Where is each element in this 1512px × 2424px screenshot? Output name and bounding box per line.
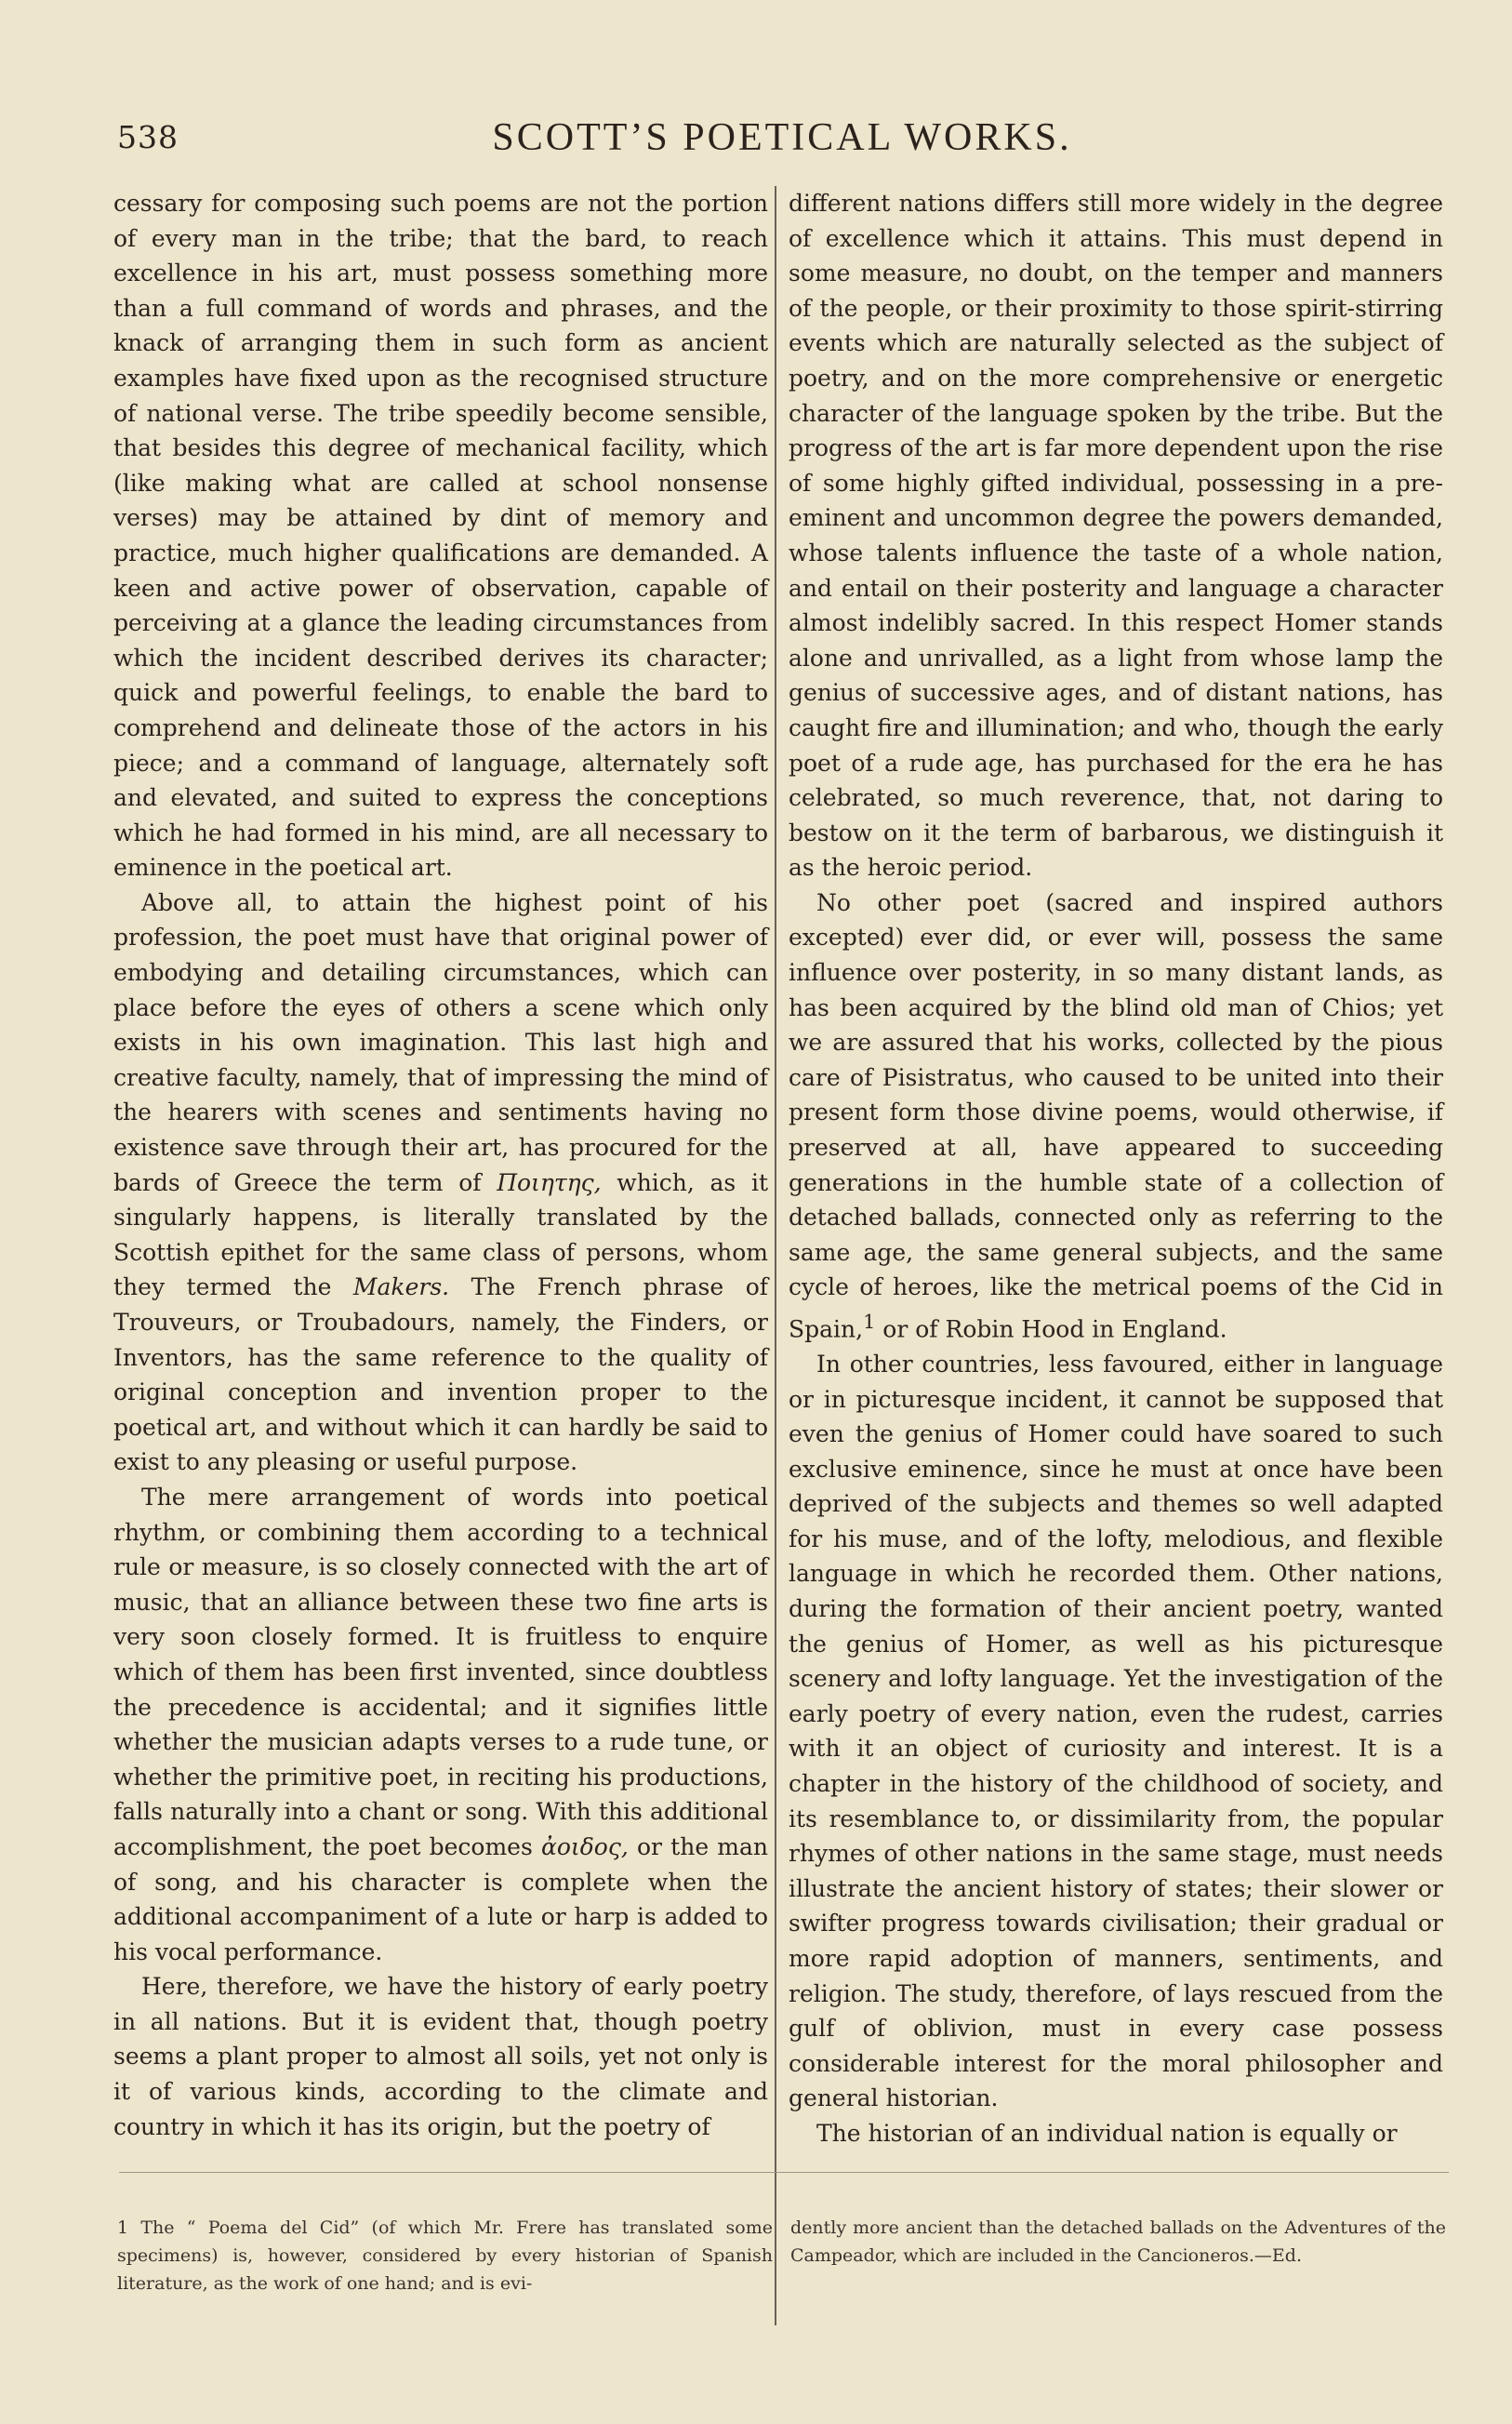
footnote-text: dently more ancient than the detached ballads on the Adventures of the Campeador, which are included in the Cancioneros.—Ed. <box>790 2218 1446 2266</box>
footnote-text: 1 The “ Poema del Cid” (of which Mr. Frere has translated some specimens) is, however, considered by every historian of Spanish literature, as the work of one hand; and is evi- <box>117 2218 773 2294</box>
footnote-separator <box>119 2172 1449 2173</box>
italic-term-makers: Makers. <box>352 1273 450 1301</box>
paragraph: In other countries, less favoured, either in language or in picturesque incident, it cannot be supposed that even the genius of Homer could have soared to such exclusive eminence, since he must at once have been deprived of the subjects and themes so well adapted for his muse, and of the lofty, melodious, and flexible language in which he recorded them. Other nations, during the formation of their ancient poetry, wanted the genius of Homer, as well as his picturesque scenery and lofty language. Yet the investigation of the early poetry of every nation, even the rudest, carries with it an object of curiosity and interest. It is a chapter in the history of the childhood of society, and its resemblance to, or dissimilarity from, the popular rhymes of other nations in the same stage, must needs illustrate the ancient history of states; their slower or swifter progress towards civilisation; their gradual or more rapid adoption of manners, sentiments, and religion. The study, therefore, of lays rescued from the gulf of oblivion, must in every case possess considerable interest for the moral philosopher and general historian. <box>789 1350 1443 2112</box>
left-text-column <box>113 186 768 2144</box>
paragraph: The historian of an individual nation is equally or <box>816 2119 1398 2147</box>
page-number: 538 <box>117 119 179 155</box>
right-text-column <box>789 186 1443 2151</box>
footnote-marker: 1 <box>863 1311 876 1333</box>
paragraph: cessary for composing such poems are not the portion of every man in the tribe; that the bard, to reach excellence in his art, must possess something more than a full command of words and phrases, and the knack of arranging them in such form as ancient examples have fixed upon as the recognised structure of national verse. The tribe speedily become sensible, that besides this degree of mechanical facility, which (like making what are called at school nonsense verses) may be attained by dint of memory and practice, much higher qualifications are demanded. A keen and active power of observation, capable of perceiving at a glance the leading circumstances from which the incident described derives its character; quick and powerful feelings, to enable the bard to comprehend and delineate those of the actors in his piece; and a command of language, alternately soft and elevated, and suited to express the conceptions which he had formed in his mind, are all necessary to eminence in the poetical art. <box>113 190 768 882</box>
greek-term-aoidos: ἀοιδος, <box>540 1832 629 1860</box>
paragraph: Above all, to attain the highest point of his profession, the poet must have that original power of embodying and detailing circumstances, which can place before the eyes of others a scene which only exists in his own imagination. This last high and creative faculty, namely, that of impressing the mind of the hearers with scenes and sentiments having no existence save through their art, has procured for the bards of Greece the term of Ποιητης, which, as it singularly happens, is literally translated by the Scottish epithet for the same class of persons, whom they termed the Makers. The French phrase of Trouveurs, or Troubadours, namely, the Finders, or Inventors, has the same reference to the quality of original conception and invention proper to the poetical art, and without which it can hardly be said to exist to any pleasing or useful purpose. <box>113 888 769 1476</box>
page-header <box>117 112 1447 167</box>
greek-term-poietes: Ποιητης, <box>497 1168 602 1196</box>
paragraph: The mere arrangement of words into poetical rhythm, or combining them according to a technical rule or measure, is so closely connected with the art of music, that an alliance between these two fine arts is very soon closely formed. It is fruitless to enquire which of them has been first invented, since doubtless the precedence is accidental; and it signifies little whether the musician adapts verses to a rude tune, or whether the primitive poet, in reciting his productions, falls naturally into a chant or song. With this additional accomplishment, the poet becomes ἀοιδος, or the man of song, and his character is complete when the additional accompaniment of a lute or harp is added to his vocal performance. <box>113 1483 769 1965</box>
column-divider <box>775 186 776 2325</box>
footnote-right <box>790 2214 1446 2270</box>
paragraph: Here, therefore, we have the history of early poetry in all nations. But it is evident that, though poetry seems a plant proper to almost all soils, yet not only is it of various kinds, according to the climate and country in which it has its origin, but the poetry of <box>113 1973 768 2140</box>
paragraph: different nations differs still more widely in the degree of excellence which it attains. This must depend in some measure, no doubt, on the temper and manners of the people, or their proximity to those spirit-stirring events which are naturally selected as the subject of poetry, and on the more comprehensive or energetic character of the language spoken by the tribe. But the progress of the art is far more dependent upon the rise of some highly gifted individual, possessing in a pre-eminent and uncommon degree the powers demanded, whose talents influence the taste of a whole nation, and entail on their posterity and language a character almost indelibly sacred. In this respect Homer stands alone and unrivalled, as a light from whose lamp the genius of successive ages, and of distant nations, has caught fire and illumination; and who, though the early poet of a rude age, has purchased for the era he has celebrated, so much reverence, that, not daring to bestow on it the term of barbarous, we distinguish it as the heroic period. <box>789 190 1443 882</box>
footnote-left <box>117 2214 773 2297</box>
running-title: SCOTT’S POETICAL WORKS. <box>492 116 1072 159</box>
paragraph: No other poet (sacred and inspired authors excepted) ever did, or ever will, possess the same influence over posterity, in so many distant lands, as has been acquired by the blind old man of Chios; yet we are assured that his works, collected by the pious care of Pisistratus, who caused to be united into their present form those divine poems, would otherwise, if preserved at all, have appeared to succeeding generations in the humble state of a collection of detached ballads, connected only as referring to the same age, the same general subjects, and the same cycle of heroes, like the metrical poems of the Cid in Spain,$^1$ or of Robin Hood in England. <box>789 888 1443 1343</box>
